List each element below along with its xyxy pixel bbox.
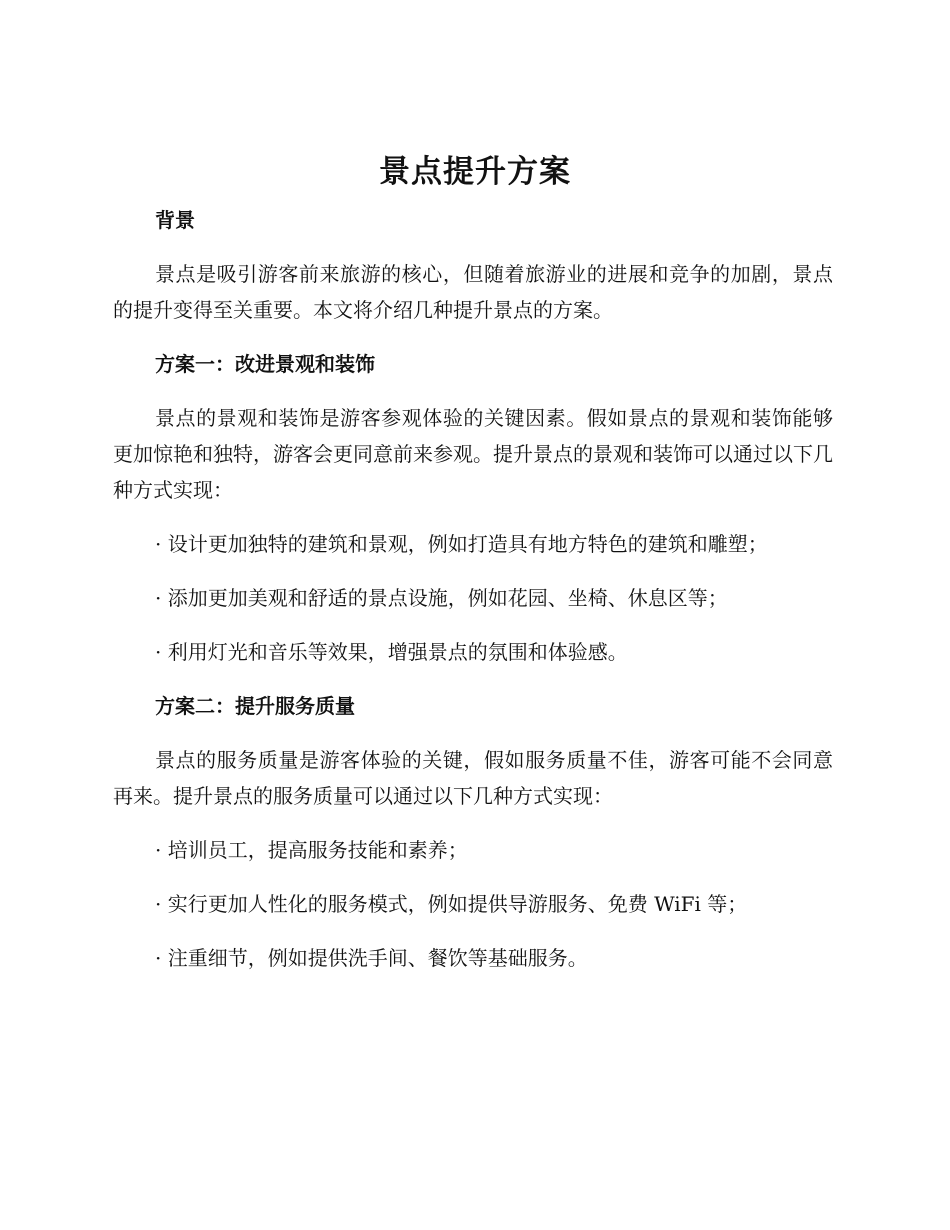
plan2-paragraph: 景点的服务质量是游客体验的关键，假如服务质量不佳，游客可能不会同意再来。提升景点的服务质量可以通过以下几种方式实现： — [113, 748, 833, 808]
plan1-bullet-2: · 添加更加美观和舒适的景点设施，例如花园、坐椅、休息区等； — [155, 586, 728, 610]
document-body — [113, 202, 833, 976]
plan2-bullet-3: · 注重细节，例如提供洗手间、餐饮等基础服务。 — [155, 946, 588, 970]
plan1-paragraph: 景点的景观和装饰是游客参观体验的关键因素。假如景点的景观和装饰能够更加惊艳和独特，游客会更同意前来参观。提升景点的景观和装饰可以通过以下几种方式实现： — [113, 406, 833, 502]
section-heading-plan2: 方案二：提升服务质量 — [155, 694, 355, 718]
plan1-bullet-3: · 利用灯光和音乐等效果，增强景点的氛围和体验感。 — [155, 640, 628, 664]
plan2-bullet-2: · 实行更加人性化的服务模式，例如提供导游服务、免费 WiFi 等； — [155, 892, 748, 916]
section-heading-background: 背景 — [155, 208, 195, 232]
plan1-bullet-1: · 设计更加独特的建筑和景观，例如打造具有地方特色的建筑和雕塑； — [155, 532, 768, 556]
plan2-bullet-1: · 培训员工，提高服务技能和素养； — [155, 838, 468, 862]
section-heading-plan1: 方案一：改进景观和装饰 — [155, 352, 375, 376]
background-paragraph: 景点是吸引游客前来旅游的核心，但随着旅游业的进展和竞争的加剧，景点的提升变得至关重要。本文将介绍几种提升景点的方案。 — [113, 262, 833, 322]
document-title: 景点提升方案 — [379, 154, 571, 190]
